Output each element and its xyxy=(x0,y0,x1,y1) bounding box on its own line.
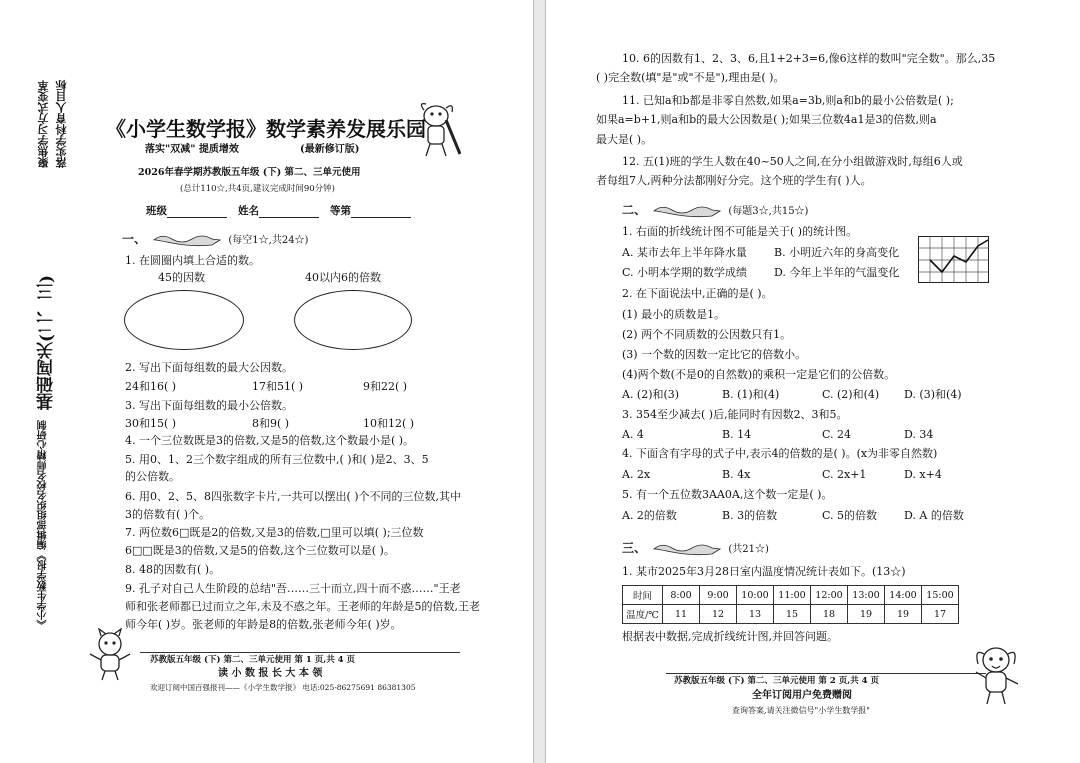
question-3-1: 1. 某市2025年3月28日室内温度情况统计表如下。(13☆) xyxy=(622,565,906,578)
mc5-option-a: A. 2的倍数 xyxy=(622,509,677,522)
mc4-option-c: C. 2x+1 xyxy=(822,468,867,481)
mc1-option-c: C. 小明本学期的数学成绩 xyxy=(622,266,748,279)
table-cell: 8:00 xyxy=(663,586,700,605)
footer-edition: 苏教版五年级 (下) 第二、三单元使用 第 1 页,共 4 页 xyxy=(150,655,356,665)
footer-divider xyxy=(666,673,986,674)
left-page xyxy=(0,0,534,763)
section-2-header: 二、 (每题3☆,共15☆) xyxy=(622,203,809,217)
section-banner-icon xyxy=(652,542,722,556)
question-9-line-1: 9. 孔子对自己人生阶段的总结"吾……三十而立,四十而不惑……"王老 xyxy=(125,582,461,595)
table-row-temperature xyxy=(623,605,959,624)
line-chart-figure xyxy=(918,236,990,284)
mc1-option-b: B. 小明近六年的身高变化 xyxy=(774,246,900,259)
question-5-line-2: 的公倍数。 xyxy=(125,470,180,483)
mc2-option-b: B. (1)和(4) xyxy=(722,388,780,401)
section-3-header: 三、 (共21☆) xyxy=(622,541,769,555)
table-cell: 13:00 xyxy=(848,586,885,605)
mc-question-1: 1. 右面的折线统计图不可能是关于( )的统计图。 xyxy=(622,225,858,238)
table-header-time: 时间 xyxy=(623,586,663,605)
mc4-option-a: A. 2x xyxy=(622,468,651,481)
table-cell: 18 xyxy=(811,605,848,624)
mc-question-5: 5. 有一个五位数3AA0A,这个数一定是( )。 xyxy=(622,488,833,501)
footer-contact: 查询答案,请关注微信号"小学生数学报" xyxy=(732,706,870,715)
question-10-line-2: ( )完全数(填"是"或"不是"),理由是( )。 xyxy=(596,71,785,84)
question-6-line-1: 6. 用0、2、5、8四张数字卡片,一共可以摆出( )个不同的三位数,其中 xyxy=(125,490,462,503)
sidebar-publisher: 《小学生数学报》编辑部组织名校名师精心研制 xyxy=(38,420,49,630)
question-5-line-1: 5. 用0、1、2三个数字组成的所有三位数中,( )和( )是2、3、5 xyxy=(125,453,429,466)
question-12-line-1: 12. 五(1)班的学生人数在40~50人之间,在分小组做游戏时,每组6人或 xyxy=(622,155,963,168)
question-1: 1. 在圆圈内填上合适的数。 xyxy=(125,254,260,267)
footer-slogan: 全年订阅用户免费赠阅 xyxy=(752,690,852,701)
question-3: 3. 写出下面每组数的最小公倍数。 xyxy=(125,399,293,412)
question-12-line-2: 者每组7人,两种分法都刚好分完。这个班的学生有( )人。 xyxy=(596,174,872,187)
answer-ellipse-multiples[interactable] xyxy=(294,290,412,350)
mc2-option-d: D. (3)和(4) xyxy=(904,388,962,401)
question-2: 2. 写出下面每组数的最大公因数。 xyxy=(125,361,293,374)
table-header-temperature: 温度/℃ xyxy=(623,605,663,624)
table-cell: 14:00 xyxy=(885,586,922,605)
mc2-statement-4: (4)两个数(不是0的自然数)的乘积一定是它们的公倍数。 xyxy=(622,368,896,381)
question-11-line-1: 11. 已知a和b都是非零自然数,如果a=3b,则a和b的最小公倍数是( ); xyxy=(622,94,954,107)
subtitle-edition-note: (最新修订版) xyxy=(300,144,360,155)
mc3-option-a: A. 4 xyxy=(622,428,644,441)
mascot-cat-icon xyxy=(84,628,136,682)
mc5-option-b: B. 3的倍数 xyxy=(722,509,778,522)
sidebar-motto-1: 落实学科育人目标 xyxy=(55,80,68,168)
section-banner-icon xyxy=(152,233,222,247)
table-cell: 11:00 xyxy=(774,586,811,605)
question-4: 4. 一个三位数既是3的倍数,又是5的倍数,这个数最小是( )。 xyxy=(125,434,415,447)
mascot-dog-icon xyxy=(970,642,1024,706)
question-10-line-1: 10. 6的因数有1、2、3、6,且1+2+3=6,像6这样的数叫"完全数"。那么,35 xyxy=(622,52,996,65)
table-cell: 15:00 xyxy=(922,586,959,605)
question-9-line-2: 师和张老师都已过而立之年,未及不惑之年。王老师的年龄是5的倍数,王老 xyxy=(125,600,480,613)
q2-item-1: 24和16( ) xyxy=(125,380,177,393)
question-7-line-2: 6□□既是3的倍数,又是5的倍数,这个三位数可以是( )。 xyxy=(125,544,395,557)
mc2-statement-3: (3) 一个数的因数一定比它的倍数小。 xyxy=(622,348,807,361)
mc3-option-d: D. 34 xyxy=(904,428,934,441)
table-cell: 12:00 xyxy=(811,586,848,605)
mc4-option-d: D. x+4 xyxy=(904,468,942,481)
table-cell: 15 xyxy=(774,605,811,624)
mc1-option-a: A. 某市去年上半年降水量 xyxy=(622,246,747,259)
q3-item-2: 8和9( ) xyxy=(252,417,290,430)
q2-item-2: 17和51( ) xyxy=(252,380,304,393)
mc3-option-c: C. 24 xyxy=(822,428,852,441)
footer-contact: 欢迎订阅中国百强报刊——《小学生数学报》 电话:025-86275691 86381305 xyxy=(150,683,416,692)
mc2-statement-1: (1) 最小的质数是1。 xyxy=(622,308,726,321)
ellipse-label-factors: 45的因数 xyxy=(158,271,205,284)
mc2-option-a: A. (2)和(3) xyxy=(622,388,680,401)
mc-question-4: 4. 下面含有字母的式子中,表示4的倍数的是( )。(x为非零自然数) xyxy=(622,447,938,460)
mc2-option-c: C. (2)和(4) xyxy=(822,388,880,401)
table-cell: 19 xyxy=(885,605,922,624)
grade-field: 等第 xyxy=(330,205,411,218)
class-field: 班级 xyxy=(146,205,227,218)
question-11-line-2: 如果a=b+1,则a和b的最大公因数是( );如果三位数4a1是3的倍数,则a xyxy=(596,113,937,126)
table-cell: 13 xyxy=(737,605,774,624)
temperature-table xyxy=(622,585,959,624)
section-1-header: 一、 (每空1☆,共24☆) xyxy=(122,232,309,246)
mc5-option-c: C. 5的倍数 xyxy=(822,509,878,522)
right-page xyxy=(545,0,1080,763)
footer-edition: 苏教版五年级 (下) 第二、三单元使用 第 2 页,共 4 页 xyxy=(674,676,880,686)
question-9-line-3: 师今年( )岁。张老师的年龄是8的倍数,张老师今年( )岁。 xyxy=(125,618,402,631)
table-row-time xyxy=(623,586,959,605)
sidebar-motto-2: 聚焦学习方式变革 xyxy=(37,80,50,168)
left-sidebar xyxy=(18,70,76,680)
question-3-1-task: 根据表中数据,完成折线统计图,并回答问题。 xyxy=(622,630,838,643)
question-6-line-2: 3的倍数有( )个。 xyxy=(125,508,211,521)
mc4-option-b: B. 4x xyxy=(722,468,751,481)
footer-divider xyxy=(140,652,460,653)
score-note: (总计110☆,共4页,建议完成时间90分钟) xyxy=(180,184,335,194)
q3-item-1: 30和15( ) xyxy=(125,417,177,430)
subtitle-slogan: 落实"双减" 提质增效 xyxy=(145,144,239,155)
page-title: 《小学生数学报》数学素养发展乐园 xyxy=(106,117,426,141)
mc1-option-d: D. 今年上半年的气温变化 xyxy=(774,266,900,279)
mc5-option-d: D. A 的倍数 xyxy=(904,509,964,522)
footer-slogan: 读 小 数 报 长 大 本 领 xyxy=(218,668,323,679)
question-8: 8. 48的因数有( )。 xyxy=(125,563,221,576)
section-banner-icon xyxy=(652,204,722,218)
table-cell: 17 xyxy=(922,605,959,624)
table-cell: 19 xyxy=(848,605,885,624)
mc3-option-b: B. 14 xyxy=(722,428,752,441)
answer-ellipse-factors[interactable] xyxy=(124,290,244,350)
name-field: 姓名 xyxy=(238,205,319,218)
question-11-line-3: 最大是( )。 xyxy=(596,133,653,146)
sidebar-level-title: 基础闯关(二、三) xyxy=(37,275,57,411)
edition-line: 2026年春学期苏教版五年级 (下) 第二、三单元使用 xyxy=(138,167,361,178)
mc2-statement-2: (2) 两个不同质数的公因数只有1。 xyxy=(622,328,792,341)
table-cell: 10:00 xyxy=(737,586,774,605)
mc-question-2: 2. 在下面说法中,正确的是( )。 xyxy=(622,287,773,300)
table-cell: 11 xyxy=(663,605,700,624)
question-7-line-1: 7. 两位数6□既是2的倍数,又是3的倍数,□里可以填( );三位数 xyxy=(125,526,424,539)
table-cell: 12 xyxy=(700,605,737,624)
mc-question-3: 3. 354至少减去( )后,能同时有因数2、3和5。 xyxy=(622,408,848,421)
mascot-pencil-icon xyxy=(414,100,466,158)
q2-item-3: 9和22( ) xyxy=(363,380,408,393)
ellipse-label-multiples: 40以内6的倍数 xyxy=(305,271,381,284)
q3-item-3: 10和12( ) xyxy=(363,417,415,430)
table-cell: 9:00 xyxy=(700,586,737,605)
